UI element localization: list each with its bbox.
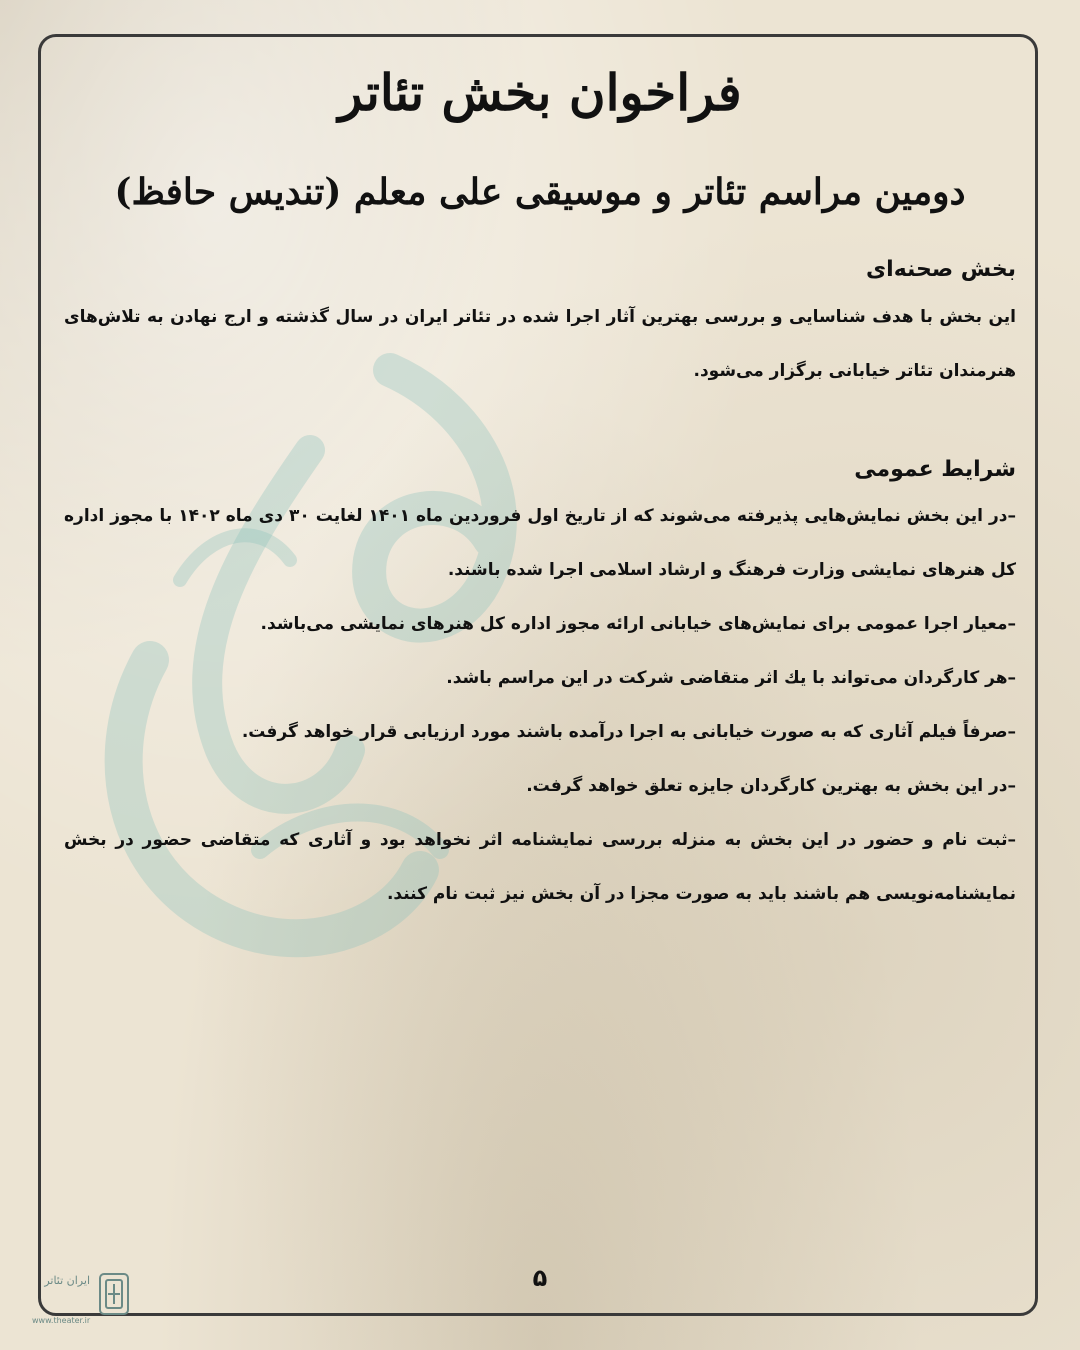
conditions-list [64, 489, 1016, 921]
condition-item: –معیار اجرا عمومی برای نمایش‌های خیابانی ارائه مجوز اداره کل هنرهای نمایشی می‌باشد. [260, 613, 1016, 634]
iran-theater-logo [32, 1270, 142, 1334]
condition-item: –صرفاً فیلم آثاری که به صورت خیابانی به اجرا درآمده باشند مورد ارزیابی قرار خواهد گرفت. [241, 721, 1016, 742]
document-content [64, 60, 1016, 921]
condition-item: –در این بخش نمایش‌هایی پذیرفته می‌شوند که از تاریخ اول فروردین ماه ۱۴۰۱ لغایت ۳۰ دی ماه ۱۴۰۲ با مجوز اداره کل هنرهای نمایشی وزارت فرهنگ و ارشاد اسلامی اجرا شده باشند. [64, 505, 1016, 580]
condition-item: –هر کارگردان می‌تواند با یك اثر متقاضی شرکت در این مراسم باشد. [446, 667, 1016, 688]
page-subtitle: دومین مراسم تئاتر و موسیقی علی معلم (تندیس حافظ) [114, 171, 966, 213]
section-general [64, 456, 1016, 921]
section-stage-paragraph: این بخش با هدف شناسایی و بررسی بهترین آثار اجرا شده در تئاتر ایران در سال گذشته و ارج نهادن به تلاش‌های هنرمندان تئاتر خیابانی برگزار می‌شود. [64, 307, 1016, 382]
section-stage [64, 256, 1016, 399]
page-number: ۵ [532, 1264, 548, 1292]
condition-item: –در این بخش به بهترین کارگردان جایزه تعلق خواهد گرفت. [526, 775, 1016, 796]
theater-emblem-icon [94, 1272, 134, 1316]
page-title: فراخوان بخش تئاتر [338, 63, 742, 122]
logo-url: www.theater.ir [32, 1316, 91, 1325]
section-general-heading: شرایط عمومی [854, 457, 1016, 483]
section-stage-heading: بخش صحنه‌ای [865, 256, 1016, 282]
condition-item: –ثبت نام و حضور در این بخش به منزله بررسی نمایشنامه اثر نخواهد بود و آثاری که متقاضی حضور در بخش نمایشنامه‌نویسی هم باشند باید به صورت مجزا در آن بخش نیز ثبت نام کنند. [64, 829, 1016, 904]
logo-name: ایران تئاتر [44, 1274, 90, 1287]
